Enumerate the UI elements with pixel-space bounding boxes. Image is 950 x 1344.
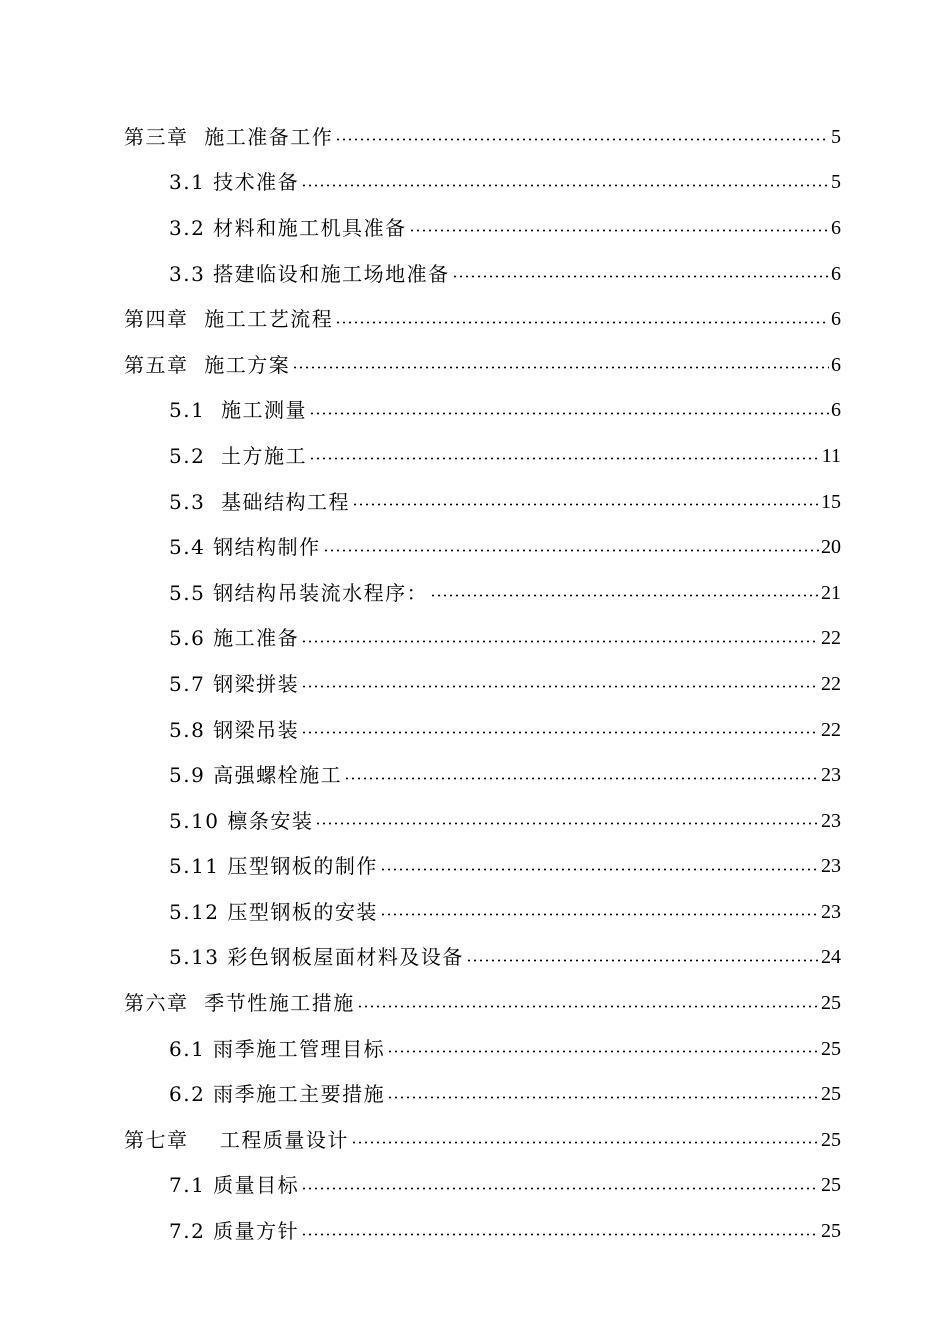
toc-page-number: 5 — [831, 171, 841, 194]
toc-section-entry[interactable] — [0, 661, 950, 707]
toc-entry-label: 第五章 施工方案 — [124, 352, 291, 377]
toc-section-entry[interactable] — [0, 844, 950, 890]
toc-dot-leader — [344, 777, 819, 780]
toc-section-entry[interactable] — [0, 1208, 950, 1254]
toc-entry-label: 5.7 钢梁拼装 — [169, 671, 300, 696]
toc-section-entry[interactable] — [0, 1163, 950, 1209]
toc-page-number: 22 — [821, 672, 841, 695]
toc-page-number: 25 — [821, 1174, 841, 1197]
toc-dot-leader — [309, 412, 829, 415]
toc-section-entry[interactable] — [0, 479, 950, 525]
toc-page-number: 20 — [821, 536, 841, 559]
toc-section-entry[interactable] — [0, 707, 950, 753]
toc-dot-leader — [352, 503, 819, 506]
toc-entry-label: 5.6 施工准备 — [169, 626, 300, 651]
toc-chapter-entry[interactable] — [0, 114, 950, 160]
toc-dot-leader — [301, 640, 819, 643]
toc-entry-label: 5.2 土方施工 — [169, 443, 308, 468]
toc-section-entry[interactable] — [0, 935, 950, 981]
toc-entry-label: 5.1 施工测量 — [169, 398, 308, 423]
toc-page-number: 24 — [821, 946, 841, 969]
toc-dot-leader — [380, 913, 819, 916]
toc-page-number: 21 — [821, 581, 841, 604]
toc-dot-leader — [292, 366, 829, 369]
toc-page-number: 6 — [831, 308, 841, 331]
toc-section-entry[interactable] — [0, 1071, 950, 1117]
toc-entry-label: 第六章 季节性施工措施 — [124, 991, 355, 1016]
toc-section-entry[interactable] — [0, 388, 950, 434]
toc-dot-leader — [335, 321, 829, 324]
toc-entry-label: 6.1 雨季施工管理目标 — [169, 1036, 386, 1061]
toc-dot-leader — [301, 685, 819, 688]
toc-section-entry[interactable] — [0, 1026, 950, 1072]
toc-page-number: 11 — [821, 444, 841, 467]
toc-entry-label: 3.2 材料和施工机具准备 — [169, 215, 407, 240]
toc-section-entry[interactable] — [0, 205, 950, 251]
toc-entry-label: 第七章 工程质量设计 — [124, 1127, 349, 1152]
toc-entry-label: 5.8 钢梁吊装 — [169, 717, 300, 742]
toc-page-number: 25 — [821, 1037, 841, 1060]
toc-dot-leader — [409, 229, 829, 232]
toc-page-number: 23 — [821, 900, 841, 923]
toc-entry-label: 5.12 压型钢板的安装 — [169, 899, 378, 924]
toc-page-number: 23 — [821, 855, 841, 878]
toc-chapter-entry[interactable] — [0, 296, 950, 342]
toc-entry-label: 3.1 技术准备 — [169, 170, 300, 195]
toc-page-number: 25 — [821, 992, 841, 1015]
toc-section-entry[interactable] — [0, 251, 950, 297]
toc-dot-leader — [351, 1141, 819, 1144]
toc-dot-leader — [430, 594, 819, 597]
toc-entry-label: 7.1 质量目标 — [169, 1173, 300, 1198]
toc-dot-leader — [301, 1187, 819, 1190]
toc-page-number: 6 — [831, 216, 841, 239]
toc-dot-leader — [466, 959, 819, 962]
toc-page-number: 25 — [821, 1128, 841, 1151]
toc-page-number: 23 — [821, 764, 841, 787]
toc-chapter-entry[interactable] — [0, 980, 950, 1026]
toc-section-entry[interactable] — [0, 160, 950, 206]
toc-section-entry[interactable] — [0, 524, 950, 570]
toc-entry-label: 第四章 施工工艺流程 — [124, 307, 334, 332]
toc-chapter-entry[interactable] — [0, 342, 950, 388]
toc-dot-leader — [452, 275, 829, 278]
toc-section-entry[interactable] — [0, 889, 950, 935]
toc-dot-leader — [380, 868, 819, 871]
toc-page-number: 6 — [831, 353, 841, 376]
toc-entry-label: 5.13 彩色钢板屋面材料及设备 — [169, 945, 464, 970]
toc-entry-label: 5.10 檩条安装 — [169, 808, 314, 833]
toc-dot-leader — [335, 138, 829, 141]
toc-entry-label: 6.2 雨季施工主要措施 — [169, 1082, 386, 1107]
toc-page-number: 6 — [831, 262, 841, 285]
toc-page-number: 25 — [821, 1220, 841, 1243]
table-of-contents — [0, 114, 950, 1254]
toc-dot-leader — [357, 1005, 819, 1008]
toc-page-number: 23 — [821, 809, 841, 832]
toc-entry-label: 3.3 搭建临设和施工场地准备 — [169, 261, 450, 286]
toc-entry-label: 第三章 施工准备工作 — [124, 124, 334, 149]
toc-dot-leader — [301, 1233, 819, 1236]
toc-section-entry[interactable] — [0, 570, 950, 616]
toc-page-number: 22 — [821, 718, 841, 741]
toc-section-entry[interactable] — [0, 752, 950, 798]
toc-dot-leader — [387, 1096, 819, 1099]
toc-section-entry[interactable] — [0, 433, 950, 479]
toc-page-number: 6 — [831, 399, 841, 422]
toc-entry-label: 5.4 钢结构制作 — [169, 535, 321, 560]
toc-entry-label: 5.5 钢结构吊装流水程序： — [169, 580, 429, 605]
toc-dot-leader — [309, 457, 820, 460]
toc-entry-label: 7.2 质量方针 — [169, 1219, 300, 1244]
toc-entry-label: 5.9 高强螺栓施工 — [169, 763, 343, 788]
toc-dot-leader — [315, 822, 819, 825]
toc-section-entry[interactable] — [0, 616, 950, 662]
toc-dot-leader — [387, 1050, 819, 1053]
toc-entry-label: 5.11 压型钢板的制作 — [169, 854, 378, 879]
toc-dot-leader — [301, 184, 829, 187]
toc-entry-label: 5.3 基础结构工程 — [169, 489, 351, 514]
toc-section-entry[interactable] — [0, 798, 950, 844]
toc-page-number: 15 — [821, 490, 841, 513]
toc-dot-leader — [323, 549, 819, 552]
toc-page-number: 25 — [821, 1083, 841, 1106]
toc-dot-leader — [301, 731, 819, 734]
toc-chapter-entry[interactable] — [0, 1117, 950, 1163]
toc-page-number: 22 — [821, 627, 841, 650]
toc-page-number: 5 — [831, 125, 841, 148]
